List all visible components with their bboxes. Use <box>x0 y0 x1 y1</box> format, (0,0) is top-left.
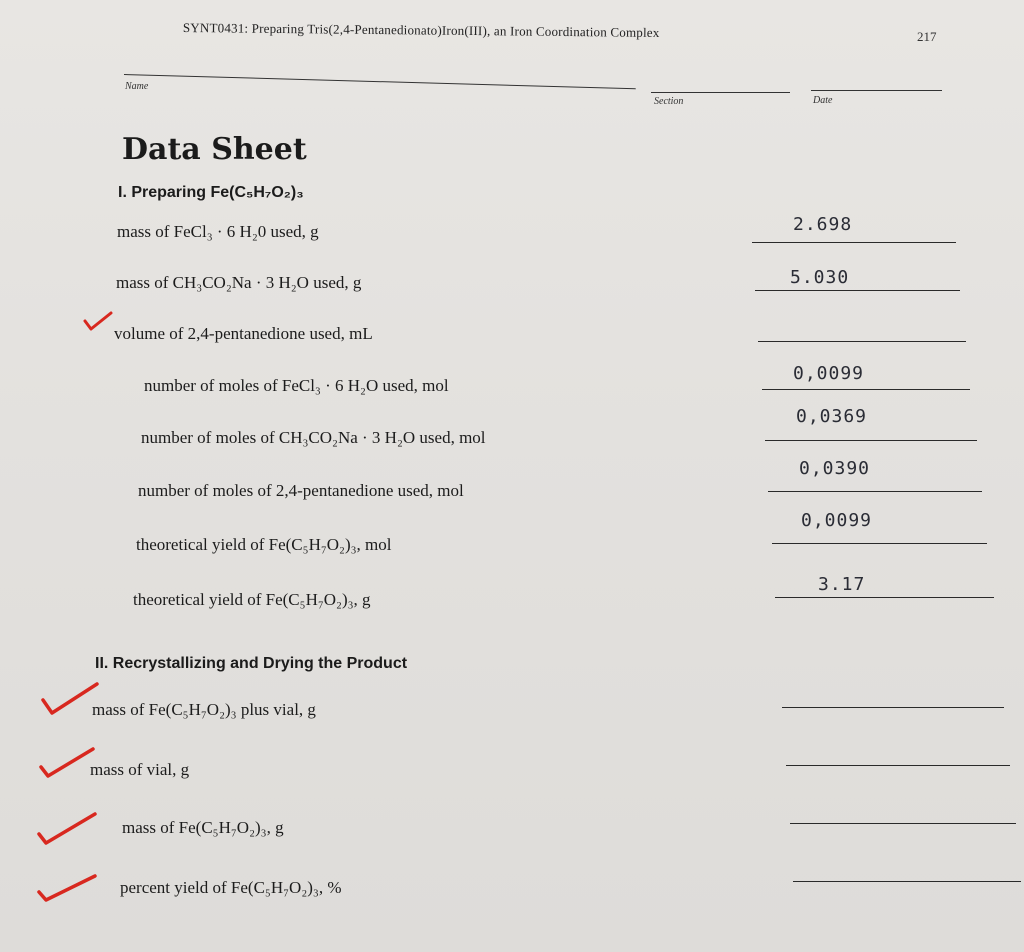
row-label-mass-vial: mass of vial, g <box>90 760 190 779</box>
row-label-moles-fecl3: number of moles of FeCl₃ · 6 H₂O used, mol <box>144 376 449 395</box>
red-check-mark-icon <box>40 680 100 718</box>
name-label: Name <box>125 81 149 92</box>
answer-line <box>752 242 956 243</box>
section-line <box>651 92 790 93</box>
date-line <box>811 90 942 91</box>
row-label-moles-pentanedione: number of moles of 2,4-pentanedione used, mol <box>138 481 464 500</box>
row-label-mass-sodium-acetate: mass of CH₃CO₂Na · 3 H₂O used, g <box>116 273 362 292</box>
handwritten-value-mass-fecl3: 2.698 <box>793 214 853 235</box>
answer-line <box>755 290 960 291</box>
answer-line <box>793 881 1021 882</box>
row-label-percent-yield: percent yield of Fe(C₅H₇O₂)₃, % <box>120 878 342 897</box>
handwritten-value-theoretical-yield-mol: 0,0099 <box>801 510 873 531</box>
handwritten-value-theoretical-yield-g: 3.17 <box>818 574 866 595</box>
answer-line <box>782 707 1004 708</box>
header-title: SYNT0431: Preparing Tris(2,4-Pentanedionato)Iron(III), an Iron Coordination Complex <box>182 20 660 40</box>
row-label-mass-product-plus-vial: mass of Fe(C₅H₇O₂)₃ plus vial, g <box>92 700 316 719</box>
handwritten-value-mass-sodium-acetate: 5.030 <box>790 267 850 288</box>
name-line <box>124 74 636 89</box>
answer-line <box>765 440 977 441</box>
answer-line <box>790 823 1016 824</box>
page-title: Data Sheet <box>122 132 307 167</box>
row-label-theoretical-yield-g: theoretical yield of Fe(C₅H₇O₂)₃, g <box>133 590 371 609</box>
section-1-heading: I. Preparing Fe(C₅H₇O₂)₃ <box>118 184 304 201</box>
red-check-mark-icon <box>83 310 113 332</box>
answer-line <box>786 765 1010 766</box>
handwritten-value-moles-fecl3: 0,0099 <box>793 363 865 384</box>
answer-line <box>772 543 987 544</box>
section-label: Section <box>654 96 684 107</box>
answer-line <box>775 597 994 598</box>
handwritten-value-moles-sodium-acetate: 0,0369 <box>796 406 868 427</box>
row-label-theoretical-yield-mol: theoretical yield of Fe(C₅H₇O₂)₃, mol <box>136 535 392 554</box>
answer-line <box>768 491 982 492</box>
red-check-mark-icon <box>38 745 96 781</box>
row-label-mass-fecl3: mass of FeCl₃ · 6 H₂0 used, g <box>117 222 319 241</box>
date-label: Date <box>813 95 833 106</box>
row-label-mass-product: mass of Fe(C₅H₇O₂)₃, g <box>122 818 284 837</box>
row-label-moles-sodium-acetate: number of moles of CH₃CO₂Na · 3 H₂O used, mol <box>141 428 486 447</box>
page-number: 217 <box>917 29 937 44</box>
answer-line <box>762 389 970 390</box>
red-check-mark-icon <box>36 810 98 848</box>
section-2-heading: II. Recrystallizing and Drying the Product <box>95 655 408 672</box>
red-check-mark-icon <box>36 872 98 904</box>
row-label-volume-pentanedione: volume of 2,4-pentanedione used, mL <box>114 324 373 343</box>
handwritten-value-moles-pentanedione: 0,0390 <box>799 458 871 479</box>
answer-line <box>758 341 966 342</box>
